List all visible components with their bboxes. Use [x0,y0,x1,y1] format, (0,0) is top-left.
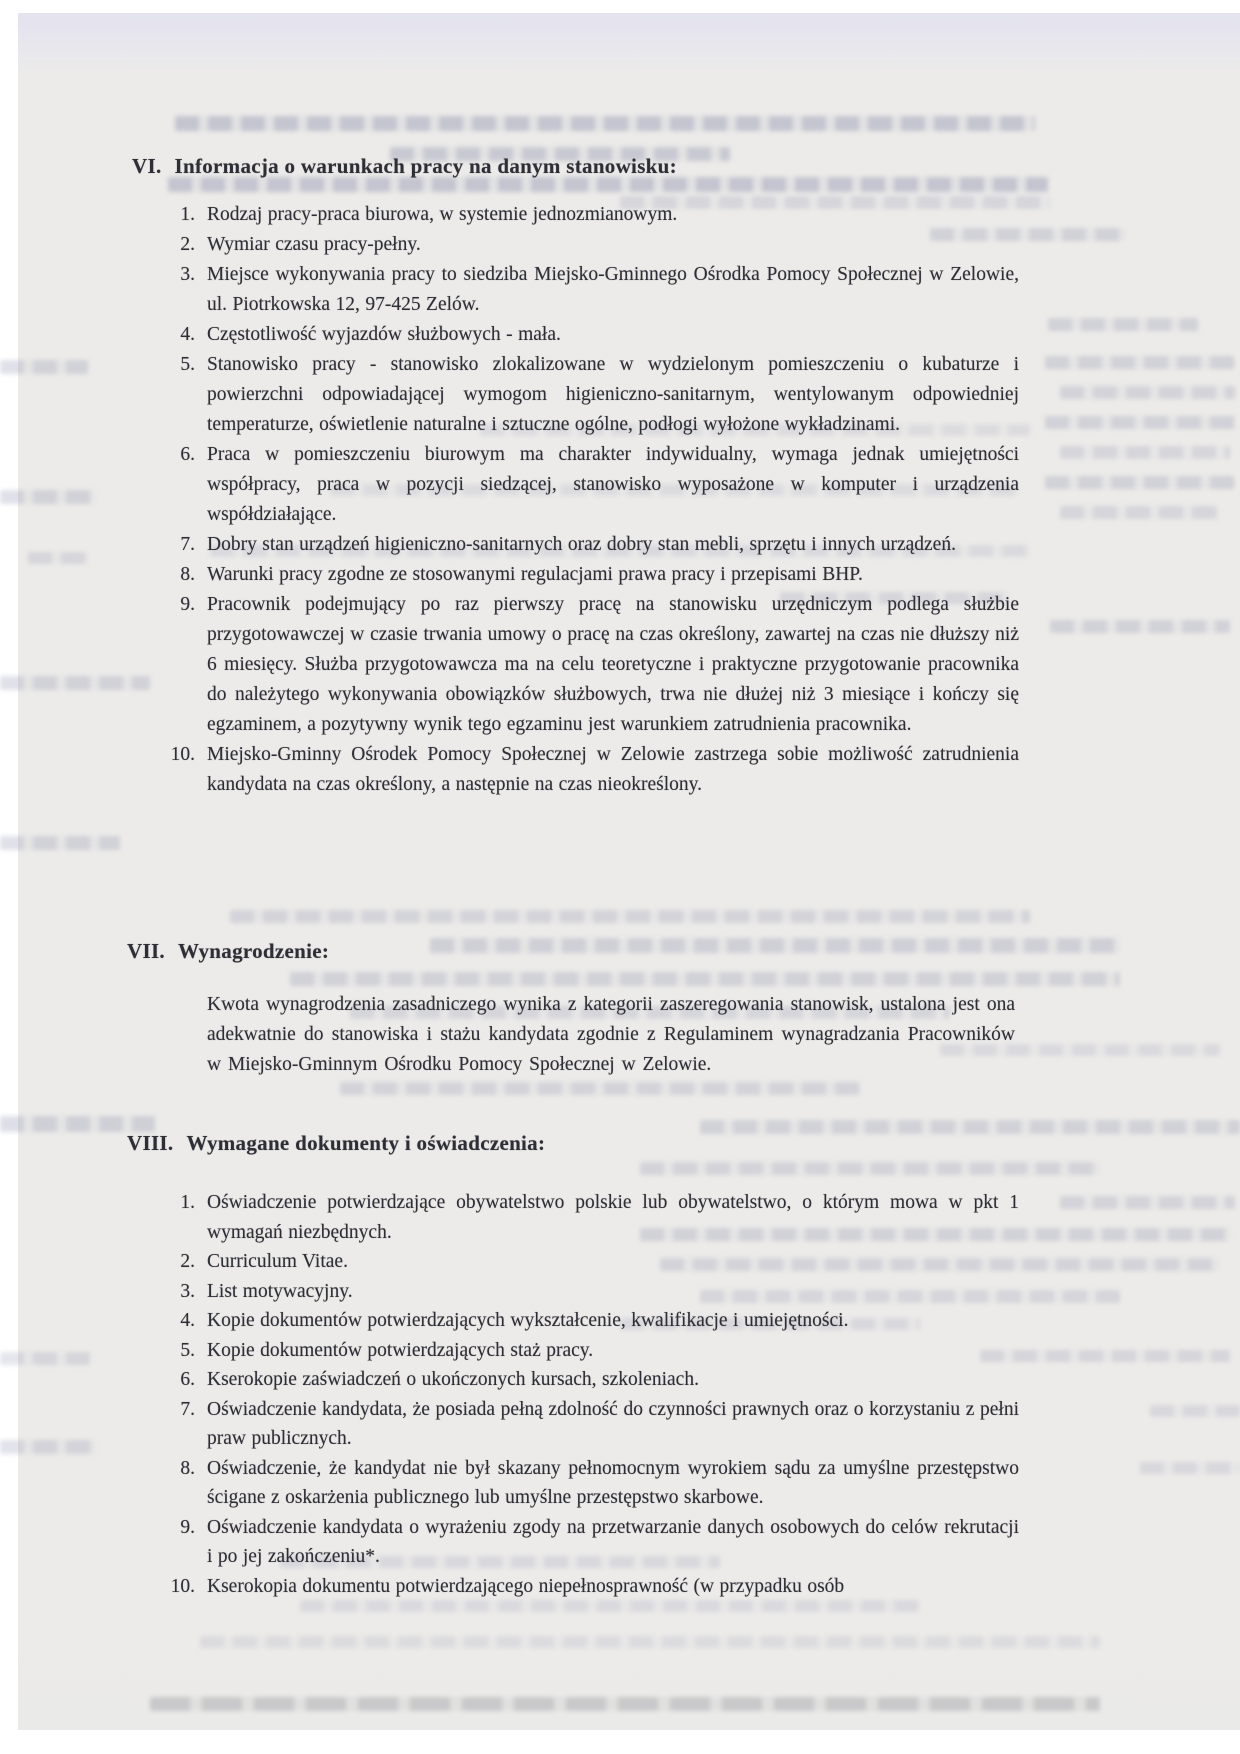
section-number: VIII. [127,1131,174,1155]
section-title: Wymagane dokumenty i oświadczenia: [186,1131,546,1155]
item-text: Pracownik podejmujący po raz pierwszy pracę na stanowisku urzędniczym podlega służbie przygotowawczej w czasie trwania umowy o pracę na czas określony, zawartej na czas nie dłuższy niż 6 miesięcy. Służba przygotowawcza ma na celu teoretyczne i praktyczne przygotowanie pracownika do należytego wykonywania obowiązków służbowych, trwa nie dłużej niż 3 miesiące i kończy się egzaminem, a pozytywny wynik tego egzaminu jest warunkiem zatrudnienia pracownika. [207,594,1019,735]
item-text: Oświadczenie potwierdzające obywatelstwo polskie lub obywatelstwo, o którym mowa w pkt 1 wymagań niezbędnych. [207,1192,1019,1243]
item-text: Praca w pomieszczeniu biurowym ma charakter indywidualny, wymaga jednak umiejętności współpracy, praca w pozycji siedzącej, stanowisko wyposażone w komputer i urządzenia współdziałające. [207,444,1019,525]
item-number: 7. [180,1398,195,1420]
item-text: Kserokopie zaświadczeń o ukończonych kursach, szkoleniach. [207,1369,699,1390]
section-title: Wynagrodzenie: [177,939,330,963]
item-number: 9. [180,1516,195,1538]
item-number: 1. [180,1192,195,1213]
item-number: 5. [180,1339,195,1361]
list-item [148,560,1240,590]
list-item [148,1277,1240,1307]
item-number: 9. [180,594,195,615]
list-item [148,1188,1240,1247]
item-number: 10. [170,744,195,765]
list-item [148,1513,1240,1572]
section-vi-list [0,200,1240,800]
wynagrodzenie-paragraph: Kwota wynagrodzenia zasadniczego wynika z kategorii zaszeregowania stanowisk, ustalona jest ona adekwatnie do stanowiska i stażu kandydata zgodnie z Regulaminem wynagradzania Pracowników w Miejsko-Gminnym Ośrodku Pomocy Społecznej w Zelowie. [207,994,1015,1075]
list-item [148,230,1240,260]
list-item [148,200,1240,230]
list-item [148,1395,1240,1454]
item-text: Miejsko-Gminny Ośrodek Pomocy Społecznej w Zelowie zastrzega sobie możliwość zatrudnienia kandydata na czas określony, a następnie na czas nieokreślony. [207,744,1019,795]
item-number: 5. [180,354,195,375]
item-text: Miejsce wykonywania pracy to siedziba Miejsko-Gminnego Ośrodka Pomocy Społecznej w Zelowie, ul. Piotrkowska 12, 97-425 Zelów. [207,264,1019,315]
list-item [148,260,1240,320]
section-vii-heading [127,936,329,966]
item-text: Warunki pracy zgodne ze stosowanymi regulacjami prawa pracy i przepisami BHP. [207,564,863,585]
list-item [148,1365,1240,1395]
item-number: 8. [180,564,195,585]
section-number: VI. [132,154,162,178]
item-number: 3. [180,264,195,285]
item-number: 2. [180,1251,195,1272]
item-text: Kopie dokumentów potwierdzających staż pracy. [207,1339,594,1361]
section-viii-list [0,1188,1240,1601]
item-number: 7. [180,534,195,555]
item-number: 3. [180,1280,195,1302]
item-text: Oświadczenie, że kandydat nie był skazany pełnomocnym wyrokiem sądu za umyślne przestępstwo ścigane z oskarżenia publicznego lub umyślne przestępstwo skarbowe. [207,1457,1019,1508]
item-text: Częstotliwość wyjazdów służbowych - mała. [207,324,561,345]
section-viii-heading [127,1128,545,1158]
list-item [148,740,1240,800]
item-text: Kserokopia dokumentu potwierdzającego niepełnosprawność (w przypadku osób [207,1575,845,1597]
list-item [148,320,1240,350]
section-vi-heading [132,151,677,181]
item-text: List motywacyjny. [207,1280,353,1302]
item-text: Stanowisko pracy - stanowisko zlokalizowane w wydzielonym pomieszczeniu o kubaturze i powierzchni odpowiadającej wymogom higieniczno-sanitarnym, wentylowanym odpowiedniej temperaturze, oświetlenie naturalne i sztuczne ogólne, podłogi wyłożone wykładzinami. [207,354,1019,435]
item-number: 6. [180,444,195,465]
list-item [148,1336,1240,1366]
item-number: 6. [180,1369,195,1390]
item-text: Oświadczenie kandydata o wyrażeniu zgody na przetwarzanie danych osobowych do celów rekrutacji i po jej zakończeniu*. [207,1516,1019,1567]
item-number: 4. [180,1310,195,1331]
list-item [148,440,1240,530]
item-text: Oświadczenie kandydata, że posiada pełną zdolność do czynności prawnych oraz o korzystaniu z pełni praw publicznych. [207,1398,1019,1449]
item-number: 1. [180,204,195,225]
item-text: Wymiar czasu pracy-pełny. [207,234,421,255]
list-item [148,530,1240,560]
list-item [148,350,1240,440]
list-item [148,1454,1240,1513]
item-text: Dobry stan urządzeń higieniczno-sanitarnych oraz dobry stan mebli, sprzętu i innych urządzeń. [207,534,956,555]
item-text: Kopie dokumentów potwierdzających wykształcenie, kwalifikacje i umiejętności. [207,1310,849,1331]
item-number: 8. [180,1457,195,1479]
list-item [148,590,1240,740]
section-number: VII. [127,939,165,963]
item-text: Rodzaj pracy-praca biurowa, w systemie jednozmianowym. [207,204,678,225]
section-title: Informacja o warunkach pracy na danym stanowisku: [174,154,677,178]
item-number: 4. [180,324,195,345]
list-item [148,1572,1240,1602]
list-item [148,1247,1240,1277]
item-number: 2. [180,234,195,255]
list-item [148,1306,1240,1336]
item-number: 10. [170,1575,195,1597]
item-text: Curriculum Vitae. [207,1251,348,1272]
